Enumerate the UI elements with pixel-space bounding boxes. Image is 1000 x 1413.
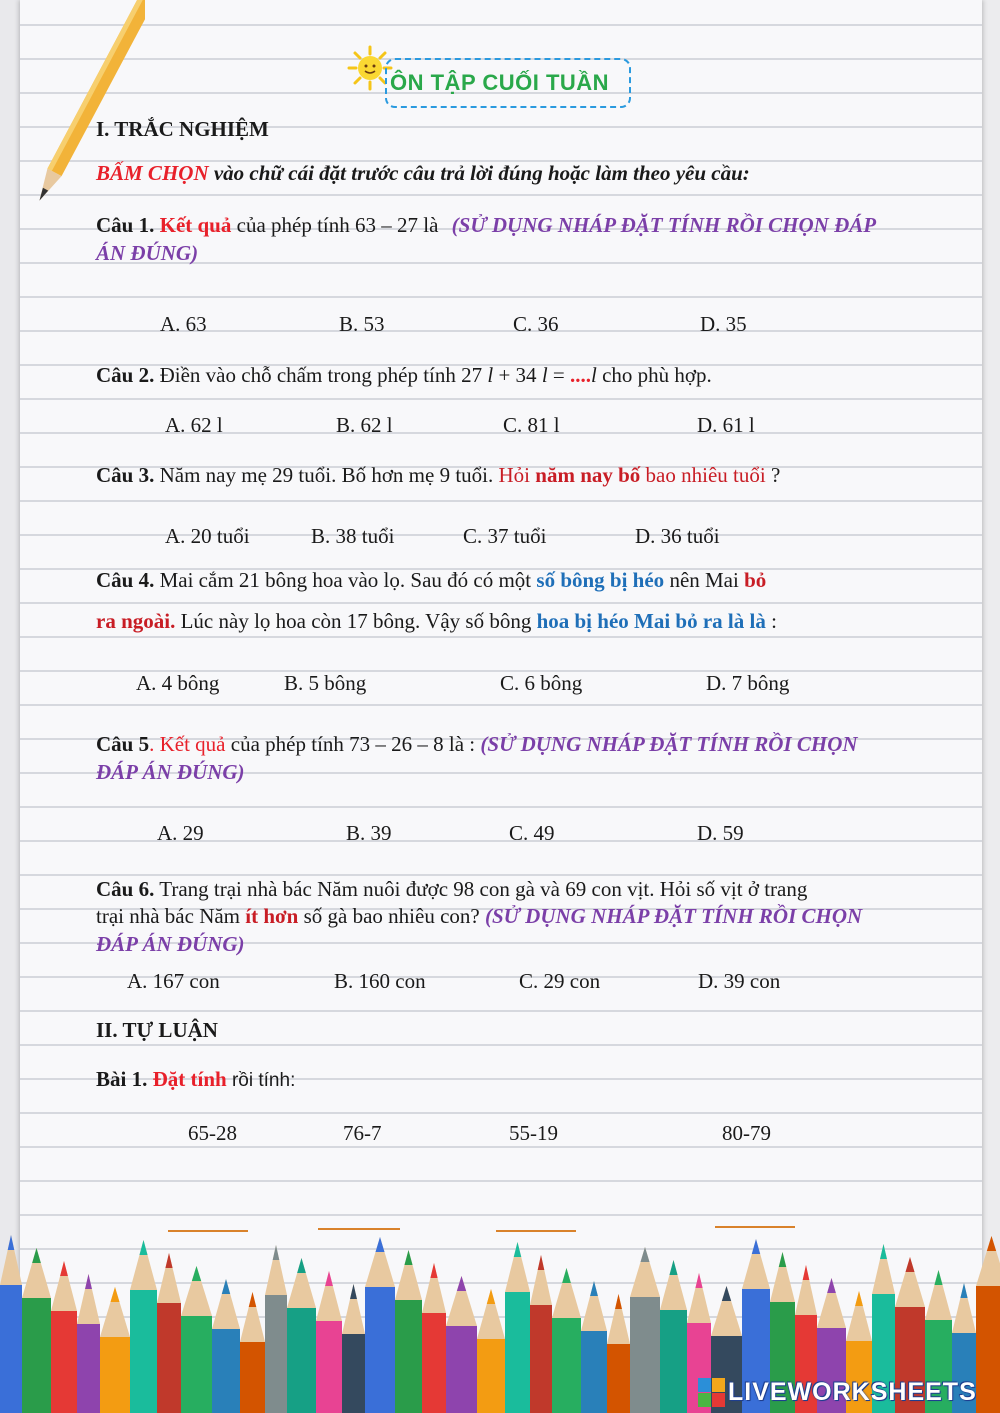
pencil bbox=[630, 1247, 660, 1413]
q5-option-b[interactable]: B. 39 bbox=[346, 821, 392, 845]
question-text: Mai cắm 21 bông hoa vào lọ. Sau đó có một bbox=[154, 568, 537, 592]
q3-option-d[interactable]: D. 36 tuổi bbox=[635, 524, 720, 548]
pencil bbox=[505, 1242, 530, 1413]
pencil bbox=[552, 1268, 581, 1413]
blank-dots[interactable]: .... bbox=[570, 363, 591, 387]
pencil bbox=[100, 1287, 130, 1413]
pencil bbox=[287, 1258, 316, 1413]
pencil bbox=[660, 1260, 687, 1413]
question-note: (SỬ DỤNG NHÁP ĐẶT TÍNH RỒI CHỌN ĐÁP bbox=[451, 213, 877, 237]
pencil bbox=[365, 1237, 395, 1413]
expression-1: 65-28 bbox=[188, 1121, 237, 1145]
question-text: Trang trại nhà bác Năm nuôi được 98 con gà và 69 con vịt. Hỏi số vịt ở trang bbox=[154, 877, 808, 901]
q2-option-b[interactable]: B. 62 l bbox=[336, 413, 393, 437]
unit-liter: l bbox=[591, 363, 597, 387]
exercise-1 bbox=[96, 1066, 295, 1094]
pencil bbox=[395, 1250, 422, 1413]
question-label: Câu 2. bbox=[96, 363, 155, 387]
question-text: Điền vào chỗ chấm trong phép tính 27 bbox=[154, 363, 488, 387]
q4-option-d[interactable]: D. 7 bông bbox=[706, 671, 790, 695]
question-note-continued: ĐÁP ÁN ĐÚNG) bbox=[96, 760, 245, 784]
q4-option-a[interactable]: A. 4 bông bbox=[136, 671, 220, 695]
question-highlight: ít hơn bbox=[245, 904, 299, 928]
q3-option-a[interactable]: A. 20 tuổi bbox=[165, 524, 250, 548]
pencil bbox=[446, 1276, 477, 1413]
q1-option-d[interactable]: D. 35 bbox=[700, 312, 747, 336]
expression-4: 80-79 bbox=[722, 1121, 771, 1145]
pencil bbox=[0, 1235, 22, 1413]
q1-option-b[interactable]: B. 53 bbox=[339, 312, 385, 336]
q1-option-a[interactable]: A. 63 bbox=[160, 312, 207, 336]
pencil-illustration bbox=[25, 0, 145, 230]
q2-option-c[interactable]: C. 81 l bbox=[503, 413, 560, 437]
question-note-continued: ÁN ĐÚNG) bbox=[96, 241, 199, 265]
exercise-highlight: Đặt tính bbox=[147, 1067, 227, 1091]
question-highlight: Hỏi bbox=[498, 463, 536, 487]
question-text: . bbox=[149, 732, 155, 756]
question-text: Năm nay mẹ 29 tuổi. Bố hơn mẹ 9 tuổi. bbox=[154, 463, 499, 487]
instruction bbox=[96, 160, 750, 186]
pencil bbox=[422, 1263, 446, 1413]
question-1 bbox=[96, 212, 876, 238]
pencil bbox=[581, 1281, 607, 1413]
question-text: Lúc này lọ hoa còn 17 bông. Vậy số bông bbox=[175, 609, 537, 633]
question-highlight-bold: năm nay bố bbox=[535, 463, 641, 487]
pencil bbox=[530, 1255, 552, 1413]
question-label: Câu 1. bbox=[96, 213, 155, 237]
q4-option-c[interactable]: C. 6 bông bbox=[500, 671, 583, 695]
question-highlight-blue: hoa bị héo Mai bỏ ra là là bbox=[536, 609, 766, 633]
question-6-line-2 bbox=[96, 903, 862, 929]
question-highlight-blue: số bông bị héo bbox=[536, 568, 665, 592]
q2-option-a[interactable]: A. 62 l bbox=[165, 413, 223, 437]
pencil bbox=[477, 1289, 505, 1413]
q5-option-c[interactable]: C. 49 bbox=[509, 821, 555, 845]
question-text: ? bbox=[765, 463, 781, 487]
question-text: của phép tính 73 – 26 – 8 là : bbox=[225, 732, 481, 756]
liveworksheets-logo-text: LIVEWORKSHEETS bbox=[728, 1378, 977, 1406]
question-text: số gà bao nhiêu con? bbox=[298, 904, 485, 928]
question-text: : bbox=[765, 609, 777, 633]
instruction-text: vào chữ cái đặt trước câu trả lời đúng hoặc làm theo yêu cầu: bbox=[208, 161, 750, 185]
question-highlight: Kết quả bbox=[159, 213, 232, 237]
question-highlight: ra ngoài. bbox=[96, 609, 176, 633]
exercise-label: Bài 1. bbox=[96, 1067, 148, 1091]
q2-option-d[interactable]: D. 61 l bbox=[697, 413, 755, 437]
question-highlight: bao nhiêu tuổi bbox=[640, 463, 766, 487]
pencil bbox=[607, 1294, 630, 1413]
question-text: trại nhà bác Năm bbox=[96, 904, 246, 928]
pencil bbox=[181, 1266, 212, 1413]
question-5 bbox=[96, 731, 858, 757]
question-text: nên Mai bbox=[664, 568, 745, 592]
pencil bbox=[342, 1284, 365, 1413]
instruction-highlight: BẤM CHỌN bbox=[96, 161, 209, 185]
unit-liter: l bbox=[541, 363, 548, 387]
page-title: ÔN TẬP CUỐI TUẦN bbox=[390, 70, 610, 95]
pencil bbox=[157, 1253, 181, 1413]
unit-liter: l bbox=[487, 363, 494, 387]
question-4 bbox=[96, 567, 766, 593]
question-note: (SỬ DỤNG NHÁP ĐẶT TÍNH RỒI CHỌN bbox=[484, 904, 863, 928]
q6-option-c[interactable]: C. 29 con bbox=[519, 969, 601, 993]
liveworksheets-logo-icon bbox=[698, 1378, 726, 1408]
pencil bbox=[51, 1261, 77, 1413]
pencil bbox=[976, 1236, 1000, 1413]
question-text: + 34 bbox=[493, 363, 542, 387]
q6-option-a[interactable]: A. 167 con bbox=[127, 969, 220, 993]
question-3 bbox=[96, 462, 780, 488]
q1-option-c[interactable]: C. 36 bbox=[513, 312, 559, 336]
expression-2: 76-7 bbox=[343, 1121, 382, 1145]
pencil bbox=[265, 1245, 287, 1413]
question-highlight: bỏ bbox=[744, 568, 767, 592]
question-4-line-2 bbox=[96, 608, 777, 634]
pencil bbox=[240, 1292, 265, 1413]
page-left-edge bbox=[0, 0, 22, 1413]
q5-option-a[interactable]: A. 29 bbox=[157, 821, 204, 845]
question-note: (SỬ DỤNG NHÁP ĐẶT TÍNH RỒI CHỌN bbox=[480, 732, 858, 756]
question-text: của phép tính 63 – 27 là bbox=[231, 213, 439, 237]
question-label: Câu 6. bbox=[96, 877, 155, 901]
q5-option-d[interactable]: D. 59 bbox=[697, 821, 744, 845]
question-highlight: Kết quả bbox=[154, 732, 226, 756]
pencil bbox=[316, 1271, 342, 1413]
question-label: Câu 3. bbox=[96, 463, 155, 487]
section-heading-essay: II. TỰ LUẬN bbox=[96, 1018, 218, 1042]
q4-option-b[interactable]: B. 5 bông bbox=[284, 671, 367, 695]
pencil bbox=[212, 1279, 240, 1413]
q3-option-c[interactable]: C. 37 tuổi bbox=[463, 524, 547, 548]
section-heading-multiple-choice: I. TRẮC NGHIỆM bbox=[96, 117, 269, 141]
pencil bbox=[130, 1240, 157, 1413]
q6-option-b[interactable]: B. 160 con bbox=[334, 969, 426, 993]
question-note-continued: ĐÁP ÁN ĐÚNG) bbox=[96, 932, 245, 956]
pencil bbox=[22, 1248, 51, 1413]
q3-option-b[interactable]: B. 38 tuổi bbox=[311, 524, 395, 548]
q6-option-d[interactable]: D. 39 con bbox=[698, 969, 781, 993]
pencil bbox=[77, 1274, 100, 1413]
question-2 bbox=[96, 362, 712, 388]
question-text: = bbox=[547, 363, 570, 387]
exercise-text: rồi tính: bbox=[226, 1070, 296, 1091]
page-right-edge bbox=[982, 0, 1000, 1413]
question-text: cho phù hợp. bbox=[596, 363, 712, 387]
question-label: Câu 5 bbox=[96, 732, 150, 756]
expression-3: 55-19 bbox=[509, 1121, 558, 1145]
question-label: Câu 4. bbox=[96, 568, 155, 592]
question-6 bbox=[96, 876, 807, 902]
